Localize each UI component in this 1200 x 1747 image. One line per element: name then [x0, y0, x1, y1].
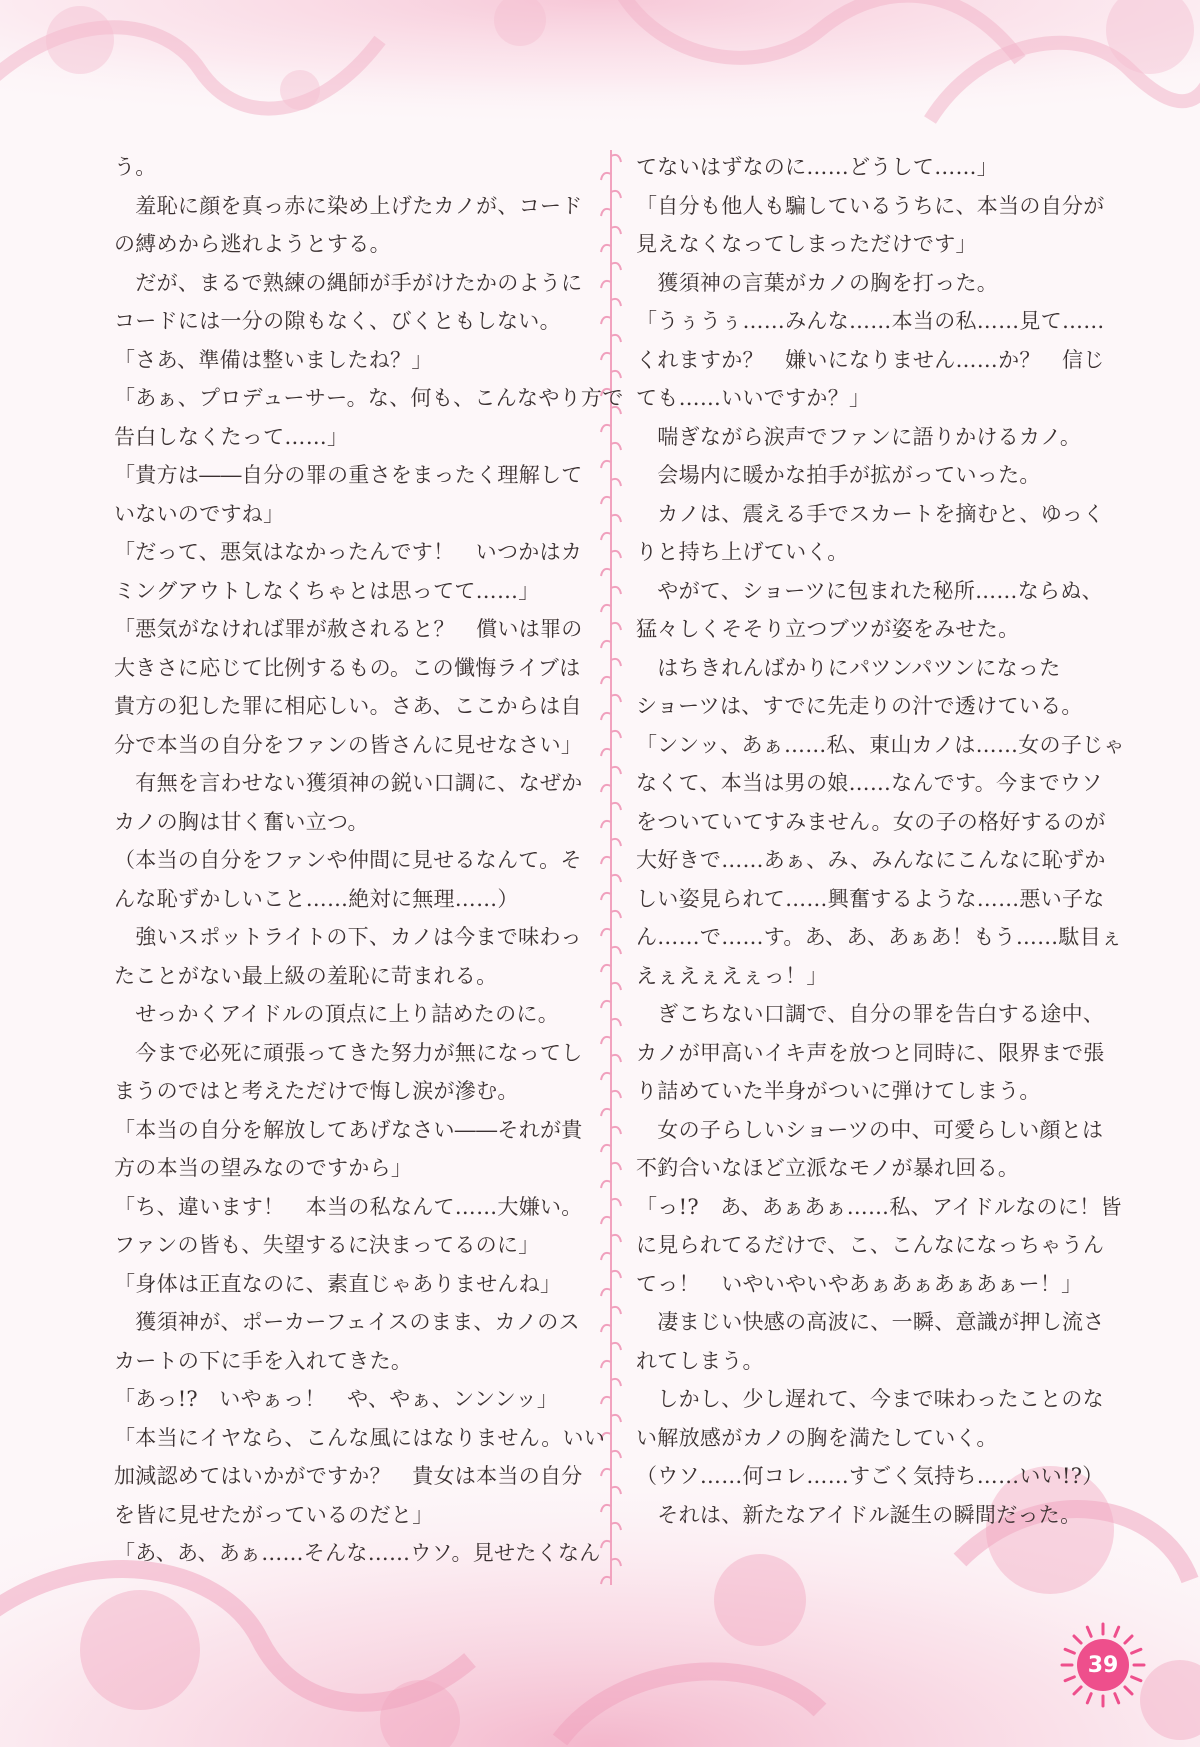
- text-line: ん……で……す。あ、あ、あぁあ！もう……駄目ぇ: [636, 925, 1123, 949]
- text-line: に見られてるだけで、こ、こんなになっちゃうん: [636, 1233, 1105, 1257]
- text-line: カノは、震える手でスカートを摘むと、ゆっく: [636, 501, 1105, 526]
- text-line: （ウソ……何コレ……すごく気持ち……いい!?）: [636, 1464, 1104, 1488]
- text-line: 「あ、あ、あぁ……そんな……ウソ。見せたくなん: [114, 1541, 601, 1565]
- text-line: なくて、本当は男の娘……なんです。今までウソ: [636, 771, 1103, 795]
- text-line: ぎこちない口調で、自分の罪を告白する途中、: [636, 1002, 1105, 1026]
- text-line: り詰めていた半身がついに弾けてしまう。: [636, 1079, 1041, 1103]
- text-line: カノの胸は甘く奮い立つ。: [114, 809, 369, 834]
- text-line: はちきれんばかりにパツンパツンになった: [636, 655, 1061, 680]
- text-line: 「あぁ、プロデューサー。な、何も、こんなやり方で: [114, 386, 624, 410]
- text-line: だが、まるで熟練の縄師が手がけたかのように: [114, 270, 583, 295]
- left-text-column: [114, 148, 624, 1573]
- text-line: 不釣合いなほど立派なモノが暴れ回る。: [636, 1156, 1020, 1180]
- text-line: 強いスポットライトの下、カノは今まで味わっ: [114, 925, 582, 949]
- text-line: たことがない最上級の羞恥に苛まれる。: [114, 963, 498, 988]
- text-line: 女の子らしいショーツの中、可愛らしい顔とは: [636, 1117, 1104, 1142]
- text-line: いないのですね」: [114, 501, 285, 526]
- text-line: 告白しなくたって……」: [114, 424, 349, 449]
- text-line: （本当の自分をファンや仲間に見せるなんて。そ: [114, 848, 582, 872]
- text-line: 「自分も他人も騙しているうちに、本当の自分が: [636, 193, 1105, 218]
- text-line: 凄まじい快感の高波に、一瞬、意識が押し流さ: [636, 1310, 1105, 1334]
- text-line: 「貴方は――自分の罪の重さをまったく理解して: [114, 463, 583, 487]
- text-line: やがて、ショーツに包まれた秘所……ならぬ、: [636, 578, 1103, 603]
- text-line: しかし、少し遅れて、今まで味わったことのな: [636, 1387, 1104, 1411]
- text-line: しい姿見られて……興奮するような……悪い子な: [636, 886, 1105, 911]
- text-line: 「あっ!? いやぁっ！ や、やぁ、ンンンッ」: [114, 1387, 559, 1411]
- vine-divider: [598, 150, 624, 1585]
- text-line: 「っ!? あ、あぁあぁ……私、アイドルなのに！皆: [636, 1194, 1122, 1219]
- text-line: せっかくアイドルの頂点に上り詰めたのに。: [114, 1002, 559, 1026]
- text-line: ファンの皆も、失望するに決まってるのに」: [114, 1233, 540, 1257]
- text-line: 「うぅうぅ……みんな……本当の私……見て……: [636, 309, 1105, 333]
- text-line: ミングアウトしなくちゃとは思ってて……」: [114, 578, 540, 603]
- text-line: 加減認めてはいかがですか？ 貴女は本当の自分: [114, 1464, 583, 1488]
- text-line: 貴方の犯した罪に相応しい。さあ、ここからは自: [114, 694, 582, 718]
- text-line: 「ンンッ、あぁ……私、東山カノは……女の子じゃ: [636, 732, 1125, 757]
- text-line: カノが甲高いイキ声を放つと同時に、限界まで張: [636, 1040, 1105, 1065]
- text-line: りと持ち上げていく。: [636, 540, 849, 564]
- text-line: をついていてすみません。女の子の格好するのが: [636, 809, 1106, 834]
- text-line: 見えなくなってしまっただけです」: [636, 232, 977, 256]
- text-line: 今まで必死に頑張ってきた努力が無になってし: [114, 1040, 583, 1065]
- text-line: 方の本当の望みなのですから」: [114, 1156, 413, 1180]
- text-line: 「身体は正直なのに、素直じゃありませんね」: [114, 1271, 562, 1296]
- text-line: 「本当の自分を解放してあげなさい――それが貴: [114, 1117, 583, 1142]
- right-text-column: [636, 148, 1125, 1534]
- text-line: 分で本当の自分をファンの皆さんに見せなさい」: [114, 732, 583, 757]
- text-line: 「悪気がなければ罪が赦されると？ 償いは罪の: [114, 617, 583, 641]
- text-line: ショーツは、すでに先走りの汁で透けている。: [636, 694, 1083, 718]
- page-number: 39: [1087, 1652, 1119, 1678]
- text-line: 「本当にイヤなら、こんな風にはなりません。いい: [114, 1425, 606, 1450]
- text-line: 獲須神が、ポーカーフェイスのまま、カノのス: [114, 1310, 580, 1334]
- text-line: えぇえぇえぇっ！」: [636, 963, 828, 988]
- text-line: の縛めから逃れようとする。: [114, 232, 391, 256]
- text-line: 「さあ、準備は整いましたね？」: [114, 347, 433, 372]
- text-line: れてしまう。: [636, 1348, 764, 1373]
- text-line: それは、新たなアイドル誕生の瞬間だった。: [636, 1502, 1082, 1527]
- text-line: んな恥ずかしいこと……絶対に無理……）: [114, 886, 519, 911]
- text-line: う。: [114, 155, 157, 179]
- text-line: 喘ぎながら涙声でファンに語りかけるカノ。: [636, 424, 1082, 449]
- text-line: てないはずなのに……どうして……」: [636, 155, 999, 179]
- text-line: 有無を言わせない獲須神の鋭い口調に、なぜか: [114, 771, 583, 795]
- text-line: 会場内に暖かな拍手が拡がっていった。: [636, 463, 1041, 487]
- text-line: 猛々しくそそり立つブツが姿をみせた。: [636, 617, 1020, 641]
- text-line: ても……いいですか？」: [636, 386, 871, 410]
- text-line: カートの下に手を入れてきた。: [114, 1348, 413, 1373]
- text-line: 大きさに応じて比例するもの。この懺悔ライブは: [114, 655, 581, 680]
- text-line: 羞恥に顔を真っ赤に染め上げたカノが、コード: [114, 193, 583, 218]
- text-line: てっ！ いやいやいやあぁあぁあぁあぁー！」: [636, 1271, 1083, 1296]
- text-line: を皆に見せたがっているのだと」: [114, 1502, 434, 1527]
- text-line: まうのではと考えただけで悔し涙が滲む。: [114, 1079, 519, 1103]
- text-line: 「だって、悪気はなかったんです！ いつかはカ: [114, 540, 583, 564]
- text-line: 獲須神の言葉がカノの胸を打った。: [636, 270, 999, 295]
- text-line: コードには一分の隙もなく、びくともしない。: [114, 309, 561, 333]
- text-line: くれますか？ 嫌いになりません……か？ 信じ: [636, 347, 1105, 372]
- text-line: 「ち、違います！ 本当の私なんて……大嫌い。: [114, 1194, 583, 1219]
- text-line: 大好きで……あぁ、み、みんなにこんなに恥ずか: [636, 848, 1106, 872]
- text-line: い解放感がカノの胸を満たしていく。: [636, 1425, 998, 1450]
